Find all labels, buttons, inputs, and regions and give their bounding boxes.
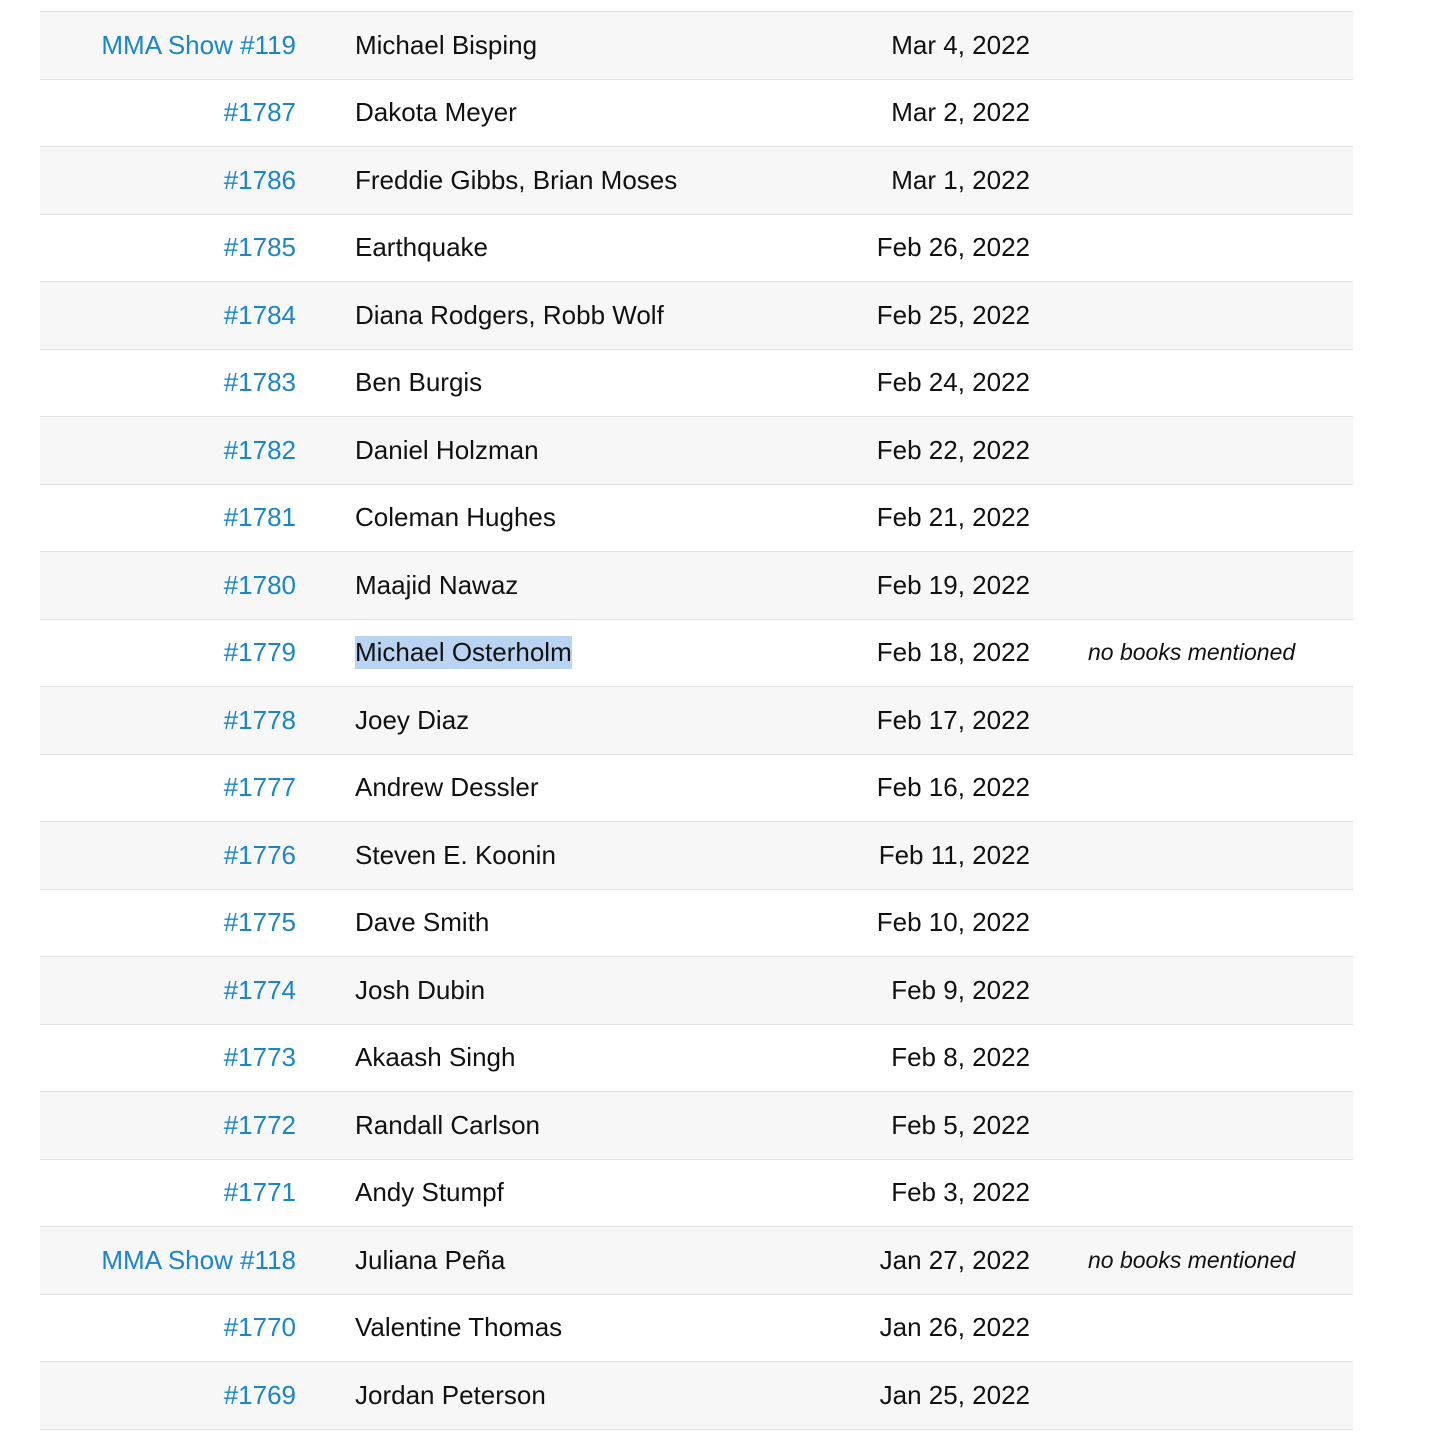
guest-cell (355, 350, 825, 417)
table-row (40, 282, 1353, 350)
table-row (40, 80, 1353, 148)
guest-cell (355, 957, 825, 1024)
guest-cell (355, 485, 825, 552)
table-row (40, 1227, 1353, 1295)
date-cell: Feb 24, 2022 (876, 367, 1030, 398)
table-row (40, 417, 1353, 485)
guest-cell (355, 755, 825, 822)
episode-link[interactable]: #1776 (223, 839, 296, 870)
episode-number-cell (40, 1227, 296, 1294)
episode-link[interactable]: #1773 (223, 1042, 296, 1073)
table-row (40, 755, 1353, 823)
guest-name: Maajid Nawaz (355, 569, 519, 600)
books-note: no books mentioned (1088, 1246, 1296, 1273)
guest-cell (355, 687, 825, 754)
episode-number-cell (40, 687, 296, 754)
guest-name: Steven E. Koonin (355, 839, 556, 870)
episode-link[interactable]: #1786 (223, 164, 296, 195)
date-cell: Feb 21, 2022 (876, 502, 1030, 533)
episode-link[interactable]: #1770 (223, 1312, 296, 1343)
guest-cell (355, 890, 825, 957)
date-cell: Jan 25, 2022 (879, 1379, 1030, 1410)
table-row (40, 12, 1353, 80)
guest-name: Randall Carlson (355, 1109, 540, 1140)
guest-name: Earthquake (355, 232, 488, 263)
episode-number-cell (40, 552, 296, 619)
date-cell: Feb 9, 2022 (891, 974, 1030, 1005)
episode-link[interactable]: #1782 (223, 434, 296, 465)
table-row (40, 552, 1353, 620)
table-row (40, 1362, 1353, 1430)
guest-cell (355, 1227, 825, 1294)
episode-link[interactable]: #1787 (223, 97, 296, 128)
date-cell: Mar 2, 2022 (891, 97, 1030, 128)
table-row (40, 147, 1353, 215)
table-row (40, 822, 1353, 890)
date-cell: Feb 5, 2022 (891, 1109, 1030, 1140)
episode-number-cell (40, 957, 296, 1024)
guest-name: Daniel Holzman (355, 434, 539, 465)
episode-link[interactable]: #1779 (223, 637, 296, 668)
episode-link[interactable]: #1785 (223, 232, 296, 263)
episode-link[interactable]: #1774 (223, 974, 296, 1005)
date-cell: Feb 18, 2022 (876, 637, 1030, 668)
guest-cell (355, 417, 825, 484)
episode-link[interactable]: #1769 (223, 1379, 296, 1410)
date-cell: Feb 17, 2022 (876, 704, 1030, 735)
date-cell: Feb 19, 2022 (876, 569, 1030, 600)
date-cell: Jan 27, 2022 (879, 1244, 1030, 1275)
episode-link[interactable]: #1771 (223, 1177, 296, 1208)
guest-name: Michael Bisping (355, 29, 538, 60)
guest-cell (355, 1025, 825, 1092)
episode-number-cell (40, 620, 296, 687)
guest-name: Akaash Singh (355, 1042, 516, 1073)
guest-name: Dakota Meyer (355, 97, 517, 128)
episode-number-cell (40, 755, 296, 822)
episode-link[interactable]: #1778 (223, 704, 296, 735)
episode-link[interactable]: #1780 (223, 569, 296, 600)
guest-cell (355, 1092, 825, 1159)
guest-cell (355, 1362, 825, 1429)
guest-cell (355, 1295, 825, 1362)
date-cell: Feb 8, 2022 (891, 1042, 1030, 1073)
guest-name: Ben Burgis (355, 367, 483, 398)
guest-name: Josh Dubin (355, 974, 486, 1005)
date-cell: Jan 26, 2022 (879, 1312, 1030, 1343)
table-row (40, 890, 1353, 958)
episode-number-cell (40, 1092, 296, 1159)
episode-link[interactable]: MMA Show #118 (101, 1244, 296, 1275)
books-note: no books mentioned (1088, 639, 1296, 666)
episode-number-cell (40, 890, 296, 957)
guest-cell (355, 12, 825, 79)
episode-table (40, 11, 1353, 1430)
episode-link[interactable]: #1784 (223, 299, 296, 330)
guest-cell (355, 282, 825, 349)
guest-cell (355, 620, 825, 687)
table-row (40, 957, 1353, 1025)
episode-link[interactable]: MMA Show #119 (101, 29, 296, 60)
guest-cell (355, 1160, 825, 1227)
guest-cell (355, 822, 825, 889)
episode-number-cell (40, 1362, 296, 1429)
guest-name: Valentine Thomas (355, 1312, 563, 1343)
guest-name: Dave Smith (355, 907, 490, 938)
table-row (40, 215, 1353, 283)
date-cell: Feb 22, 2022 (876, 434, 1030, 465)
date-cell: Feb 11, 2022 (878, 839, 1030, 870)
table-row (40, 350, 1353, 418)
table-row (40, 687, 1353, 755)
episode-number-cell (40, 147, 296, 214)
table-row (40, 1025, 1353, 1093)
episode-number-cell (40, 12, 296, 79)
guest-name: Coleman Hughes (355, 502, 556, 533)
guest-name-selected: Michael Osterholm (355, 637, 572, 668)
episode-number-cell (40, 1295, 296, 1362)
episode-number-cell (40, 80, 296, 147)
guest-name: Andy Stumpf (355, 1177, 504, 1208)
date-cell: Feb 3, 2022 (891, 1177, 1030, 1208)
date-cell: Feb 26, 2022 (876, 232, 1030, 263)
episode-number-cell (40, 282, 296, 349)
episode-link[interactable]: #1775 (223, 907, 296, 938)
date-cell: Mar 4, 2022 (891, 29, 1030, 60)
table-row (40, 1160, 1353, 1228)
table-row (40, 1295, 1353, 1363)
date-cell: Feb 25, 2022 (876, 299, 1030, 330)
episode-link[interactable]: #1781 (223, 502, 296, 533)
guest-name: Joey Diaz (355, 704, 470, 735)
episode-link[interactable]: #1777 (223, 772, 296, 803)
guest-name: Juliana Peña (355, 1244, 506, 1275)
episode-number-cell (40, 822, 296, 889)
table-row (40, 620, 1353, 688)
episode-number-cell (40, 1025, 296, 1092)
guest-name: Freddie Gibbs, Brian Moses (355, 164, 678, 195)
guest-cell (355, 80, 825, 147)
guest-name: Andrew Dessler (355, 772, 539, 803)
guest-cell (355, 552, 825, 619)
guest-cell (355, 215, 825, 282)
episode-number-cell (40, 485, 296, 552)
date-cell: Mar 1, 2022 (891, 164, 1030, 195)
episode-number-cell (40, 1160, 296, 1227)
guest-name: Jordan Peterson (355, 1379, 546, 1410)
episode-number-cell (40, 215, 296, 282)
guest-cell (355, 147, 825, 214)
episode-link[interactable]: #1772 (223, 1109, 296, 1140)
episode-number-cell (40, 350, 296, 417)
table-row (40, 1092, 1353, 1160)
table-row (40, 485, 1353, 553)
episode-number-cell (40, 417, 296, 484)
guest-name: Diana Rodgers, Robb Wolf (355, 299, 664, 330)
date-cell: Feb 10, 2022 (876, 907, 1030, 938)
episode-link[interactable]: #1783 (223, 367, 296, 398)
date-cell: Feb 16, 2022 (876, 772, 1030, 803)
